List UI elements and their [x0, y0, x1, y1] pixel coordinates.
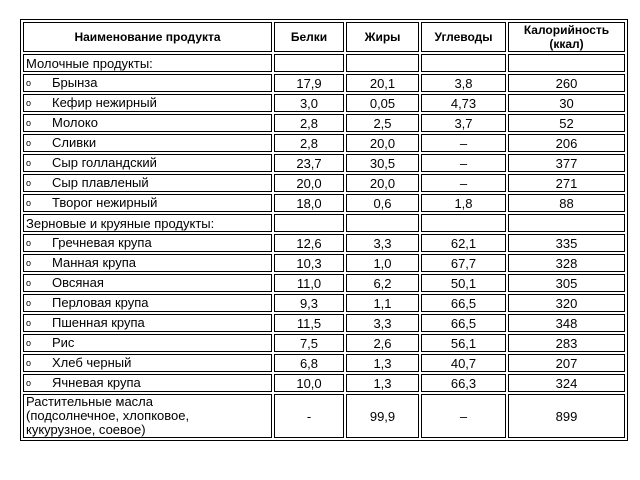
- product-name-cell: [23, 94, 272, 112]
- bullet-icon: o: [26, 358, 32, 368]
- fat-value: 20,0: [346, 174, 419, 192]
- carbs-value: 67,7: [421, 254, 506, 272]
- header-fat: Жиры: [346, 22, 419, 52]
- empty-cell: [508, 54, 625, 72]
- protein-value: 23,7: [274, 154, 344, 172]
- table-row: [23, 114, 625, 132]
- bullet-icon: o: [26, 98, 32, 108]
- product-name-cell: [23, 294, 272, 312]
- header-protein: Белки: [274, 22, 344, 52]
- empty-cell: [421, 214, 506, 232]
- section-title: Молочные продукты:: [23, 54, 272, 72]
- protein-value: 10,0: [274, 374, 344, 392]
- protein-value: 12,6: [274, 234, 344, 252]
- table-body: [23, 54, 625, 392]
- bullet-icon: o: [26, 198, 32, 208]
- protein-value: 20,0: [274, 174, 344, 192]
- table-row: [23, 174, 625, 192]
- table-row: [23, 334, 625, 352]
- carbs-value: –: [421, 154, 506, 172]
- calories-value: 377: [508, 154, 625, 172]
- bullet-icon: o: [26, 318, 32, 328]
- nutrition-table: [20, 19, 628, 441]
- header-carbs: Углеводы: [421, 22, 506, 52]
- fat-value: 1,1: [346, 294, 419, 312]
- nutrition-table-container: [20, 19, 628, 441]
- product-name-cell: [23, 314, 272, 332]
- product-name: Творог нежирный: [52, 195, 158, 210]
- table-row: [23, 194, 625, 212]
- table-row: [23, 274, 625, 292]
- fat-value: 2,6: [346, 334, 419, 352]
- bullet-icon: o: [26, 298, 32, 308]
- product-name: Молоко: [52, 115, 98, 130]
- protein-value: 18,0: [274, 194, 344, 212]
- calories-value: 260: [508, 74, 625, 92]
- section-title: Зерновые и круяные продукты:: [23, 214, 272, 232]
- bullet-icon: o: [26, 158, 32, 168]
- product-name: Сыр голландский: [52, 155, 157, 170]
- product-name: Сыр плавленый: [52, 175, 149, 190]
- fat-value: 3,3: [346, 314, 419, 332]
- product-name: Брынза: [52, 75, 98, 90]
- protein-value: 10,3: [274, 254, 344, 272]
- calories-value: 328: [508, 254, 625, 272]
- carbs-value: 4,73: [421, 94, 506, 112]
- header-calories-line1: Калорийность: [523, 23, 610, 37]
- header-product-name: Наименование продукта: [23, 22, 272, 52]
- calories-value: 206: [508, 134, 625, 152]
- product-name-cell: [23, 134, 272, 152]
- oils-name-line1: Растительные масла: [26, 394, 153, 409]
- oils-name-cell: [23, 394, 272, 438]
- protein-value: 7,5: [274, 334, 344, 352]
- empty-cell: [508, 214, 625, 232]
- fat-value: 20,1: [346, 74, 419, 92]
- protein-value: 6,8: [274, 354, 344, 372]
- bullet-icon: o: [26, 118, 32, 128]
- table-row: [23, 354, 625, 372]
- bullet-icon: o: [26, 258, 32, 268]
- carbs-value: 40,7: [421, 354, 506, 372]
- oils-fat: 99,9: [346, 394, 419, 438]
- protein-value: 2,8: [274, 114, 344, 132]
- product-name: Сливки: [52, 135, 97, 150]
- product-name-cell: [23, 374, 272, 392]
- header-calories: [508, 22, 625, 52]
- product-name-cell: [23, 114, 272, 132]
- table-row: [23, 374, 625, 392]
- product-name-cell: [23, 234, 272, 252]
- header-row: [23, 22, 625, 52]
- protein-value: 3,0: [274, 94, 344, 112]
- protein-value: 9,3: [274, 294, 344, 312]
- product-name: Рис: [52, 335, 75, 350]
- fat-value: 1,3: [346, 354, 419, 372]
- product-name-cell: [23, 74, 272, 92]
- fat-value: 30,5: [346, 154, 419, 172]
- bullet-icon: o: [26, 238, 32, 248]
- product-name-cell: [23, 154, 272, 172]
- product-name-cell: [23, 334, 272, 352]
- bullet-icon: o: [26, 178, 32, 188]
- empty-cell: [274, 54, 344, 72]
- calories-value: 207: [508, 354, 625, 372]
- bullet-icon: o: [26, 278, 32, 288]
- product-name: Хлеб черный: [52, 355, 132, 370]
- product-name-cell: [23, 254, 272, 272]
- product-name-cell: [23, 274, 272, 292]
- fat-value: 0,05: [346, 94, 419, 112]
- table-row: [23, 234, 625, 252]
- fat-value: 6,2: [346, 274, 419, 292]
- table-row: [23, 294, 625, 312]
- product-name: Перловая крупа: [52, 295, 149, 310]
- empty-cell: [274, 214, 344, 232]
- fat-value: 3,3: [346, 234, 419, 252]
- calories-value: 348: [508, 314, 625, 332]
- protein-value: 11,5: [274, 314, 344, 332]
- fat-value: 1,3: [346, 374, 419, 392]
- calories-value: 271: [508, 174, 625, 192]
- oils-protein: -: [274, 394, 344, 438]
- oils-calories: 899: [508, 394, 625, 438]
- calories-value: 52: [508, 114, 625, 132]
- carbs-value: –: [421, 174, 506, 192]
- product-name: Овсяная: [52, 275, 104, 290]
- carbs-value: 50,1: [421, 274, 506, 292]
- bullet-icon: o: [26, 138, 32, 148]
- bullet-icon: o: [26, 378, 32, 388]
- calories-value: 305: [508, 274, 625, 292]
- section-header-row: [23, 214, 625, 232]
- table-row: [23, 74, 625, 92]
- calories-value: 335: [508, 234, 625, 252]
- bullet-icon: o: [26, 78, 32, 88]
- table-row: [23, 254, 625, 272]
- calories-value: 324: [508, 374, 625, 392]
- product-name-cell: [23, 194, 272, 212]
- bullet-icon: o: [26, 338, 32, 348]
- empty-cell: [346, 214, 419, 232]
- table-row: [23, 314, 625, 332]
- product-name-cell: [23, 174, 272, 192]
- calories-value: 320: [508, 294, 625, 312]
- protein-value: 2,8: [274, 134, 344, 152]
- carbs-value: 66,5: [421, 314, 506, 332]
- carbs-value: 62,1: [421, 234, 506, 252]
- carbs-value: 3,8: [421, 74, 506, 92]
- carbs-value: 1,8: [421, 194, 506, 212]
- carbs-value: 3,7: [421, 114, 506, 132]
- calories-value: 88: [508, 194, 625, 212]
- carbs-value: 66,3: [421, 374, 506, 392]
- empty-cell: [346, 54, 419, 72]
- table-row: [23, 94, 625, 112]
- product-name: Манная крупа: [52, 255, 136, 270]
- carbs-value: 66,5: [421, 294, 506, 312]
- protein-value: 11,0: [274, 274, 344, 292]
- table-row: [23, 154, 625, 172]
- header-calories-line2: (ккал): [549, 37, 584, 51]
- product-name-cell: [23, 354, 272, 372]
- fat-value: 2,5: [346, 114, 419, 132]
- table-row: [23, 134, 625, 152]
- oils-carbs: –: [421, 394, 506, 438]
- empty-cell: [421, 54, 506, 72]
- fat-value: 0,6: [346, 194, 419, 212]
- oils-name-line2: (подсолнечное, хлопковое,: [26, 408, 190, 423]
- product-name: Ячневая крупа: [52, 375, 141, 390]
- carbs-value: 56,1: [421, 334, 506, 352]
- calories-value: 30: [508, 94, 625, 112]
- protein-value: 17,9: [274, 74, 344, 92]
- product-name: Кефир нежирный: [52, 95, 157, 110]
- product-name: Пшенная крупа: [52, 315, 145, 330]
- calories-value: 283: [508, 334, 625, 352]
- product-name: Гречневая крупа: [52, 235, 152, 250]
- carbs-value: –: [421, 134, 506, 152]
- fat-value: 1,0: [346, 254, 419, 272]
- table-row-oils: [23, 394, 625, 438]
- section-header-row: [23, 54, 625, 72]
- fat-value: 20,0: [346, 134, 419, 152]
- oils-name-line3: кукурузное, соевое): [26, 422, 146, 437]
